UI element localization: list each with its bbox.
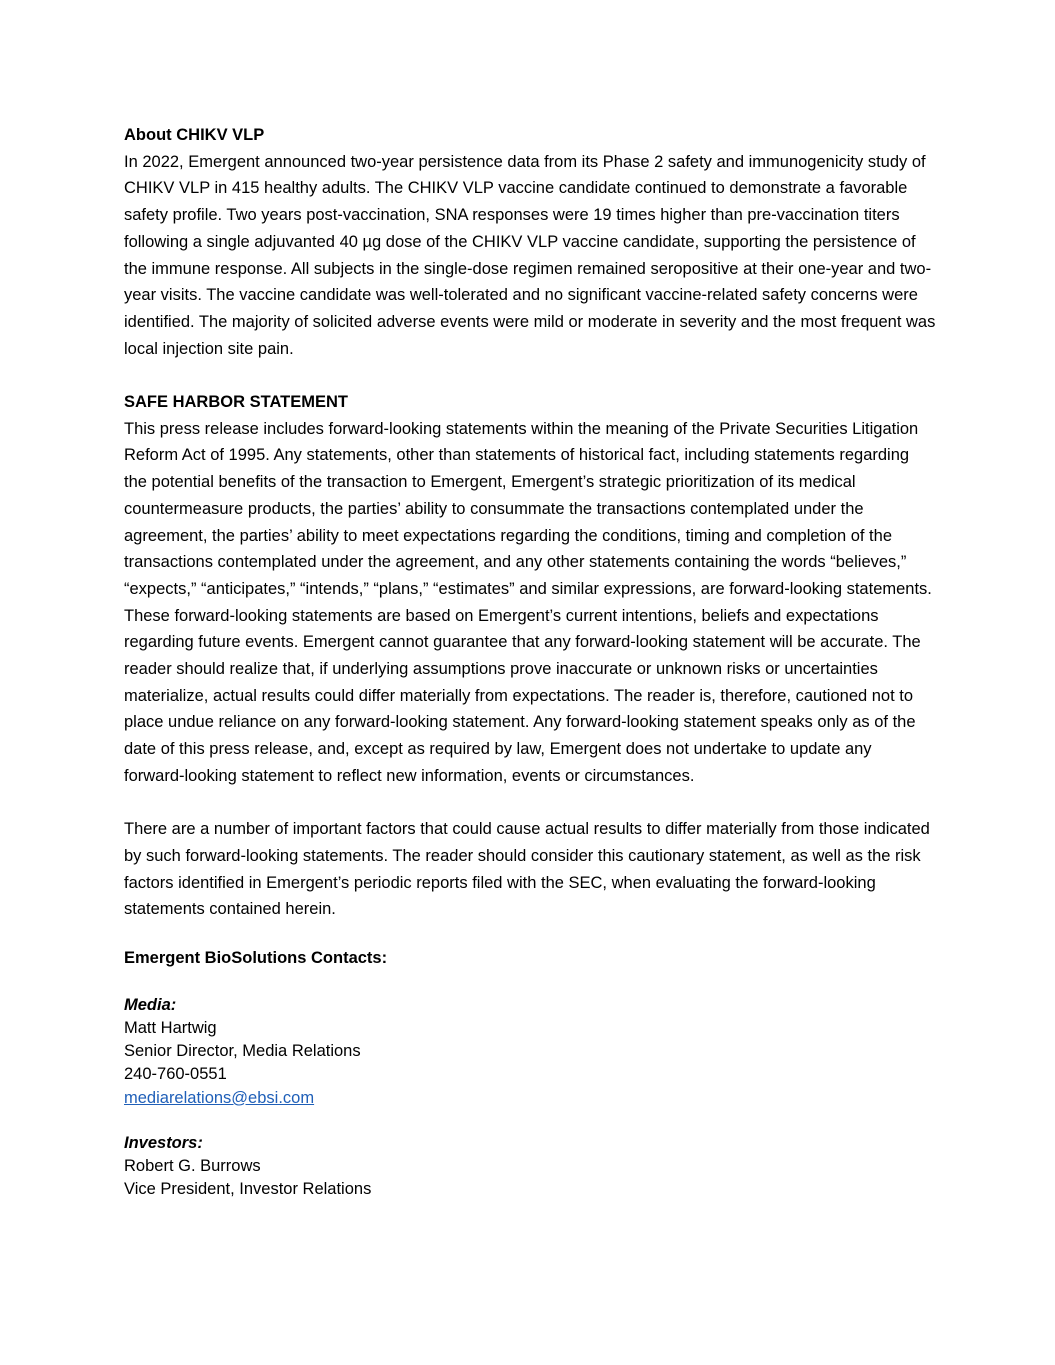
safe-harbor-paragraph-2: There are a number of important factors that could cause actual results to differ materially from those indicated by such forward-looking statements. The reader should consider this cautionary statement, as well as the risk factors identified in Emergent’s periodic reports filed with the SEC, when evaluating the forward-looking statements contained herein. bbox=[124, 820, 930, 919]
spacer bbox=[124, 1110, 936, 1132]
media-email-link[interactable]: mediarelations@ebsi.com bbox=[124, 1088, 315, 1107]
investors-contact bbox=[124, 1132, 936, 1202]
media-contact bbox=[124, 994, 936, 1110]
safe-harbor-paragraph-1: This press release includes forward-looking statements within the meaning of the Private Securities Litigation Reform Act of 1995. Any statements, other than statements of historical fact, including statements regarding the potential benefits of the transaction to Emergent, Emergent’s strategic prioritization of its medical countermeasure products, the parties’ ability to consummate the transactions contemplated under the agreement, the parties’ ability to meet expectations regarding the conditions, timing and completion of the transactions contemplated under the agreement, and any other statements containing the words “believes,” “expects,” “anticipates,” “intends,” “plans,” “estimates” and similar expressions, are forward-looking statements. These forward-looking statements are based on Emergent’s current intentions, beliefs and expectations regarding future events. Emergent cannot guarantee that any forward-looking statement will be accurate. The reader should realize that, if underlying assumptions prove inaccurate or unknown risks or uncertainties materialize, actual results could differ materially from expectations. The reader is, therefore, cautioned not to place undue reliance on any forward-looking statement. Any forward-looking statement speaks only as of the date of this press release, and, except as required by law, Emergent does not undertake to update any forward-looking statement to reflect new information, events or circumstances. bbox=[124, 419, 932, 785]
spacer bbox=[124, 923, 936, 945]
media-label: Media: bbox=[124, 995, 177, 1014]
about-body: In 2022, Emergent announced two-year persistence data from its Phase 2 safety and immunogenicity study of CHIKV VLP in 415 healthy adults. The CHIKV VLP vaccine candidate continued to demonstrate a favorable safety profile. Two years post-vaccination, SNA responses were 19 times higher than pre-vaccination titers following a single adjuvanted 40 µg dose of the CHIKV VLP vaccine candidate, supporting the persistence of the immune response. All subjects in the single-dose regimen remained seropositive at their one-year and two-year visits. The vaccine candidate was well-tolerated and no significant vaccine-related safety concerns were identified. The majority of solicited adverse events were mild or moderate in severity and the most frequent was local injection site pain. bbox=[124, 152, 936, 358]
spacer bbox=[124, 362, 936, 389]
safe-harbor-section bbox=[124, 389, 936, 923]
safe-harbor-heading: SAFE HARBOR STATEMENT bbox=[124, 393, 348, 412]
spacer bbox=[124, 790, 936, 817]
investors-contact-role: Vice President, Investor Relations bbox=[124, 1180, 372, 1199]
media-contact-phone: 240-760-0551 bbox=[124, 1065, 227, 1084]
spacer bbox=[124, 972, 936, 994]
about-section bbox=[124, 122, 936, 362]
press-release-page bbox=[124, 122, 936, 1201]
media-contact-name: Matt Hartwig bbox=[124, 1018, 217, 1037]
contacts-title: Emergent BioSolutions Contacts: bbox=[124, 949, 388, 968]
contacts-section bbox=[124, 945, 936, 1201]
media-contact-role: Senior Director, Media Relations bbox=[124, 1042, 361, 1061]
investors-label: Investors: bbox=[124, 1133, 203, 1152]
about-heading: About CHIKV VLP bbox=[124, 126, 265, 144]
investors-contact-name: Robert G. Burrows bbox=[124, 1156, 261, 1175]
